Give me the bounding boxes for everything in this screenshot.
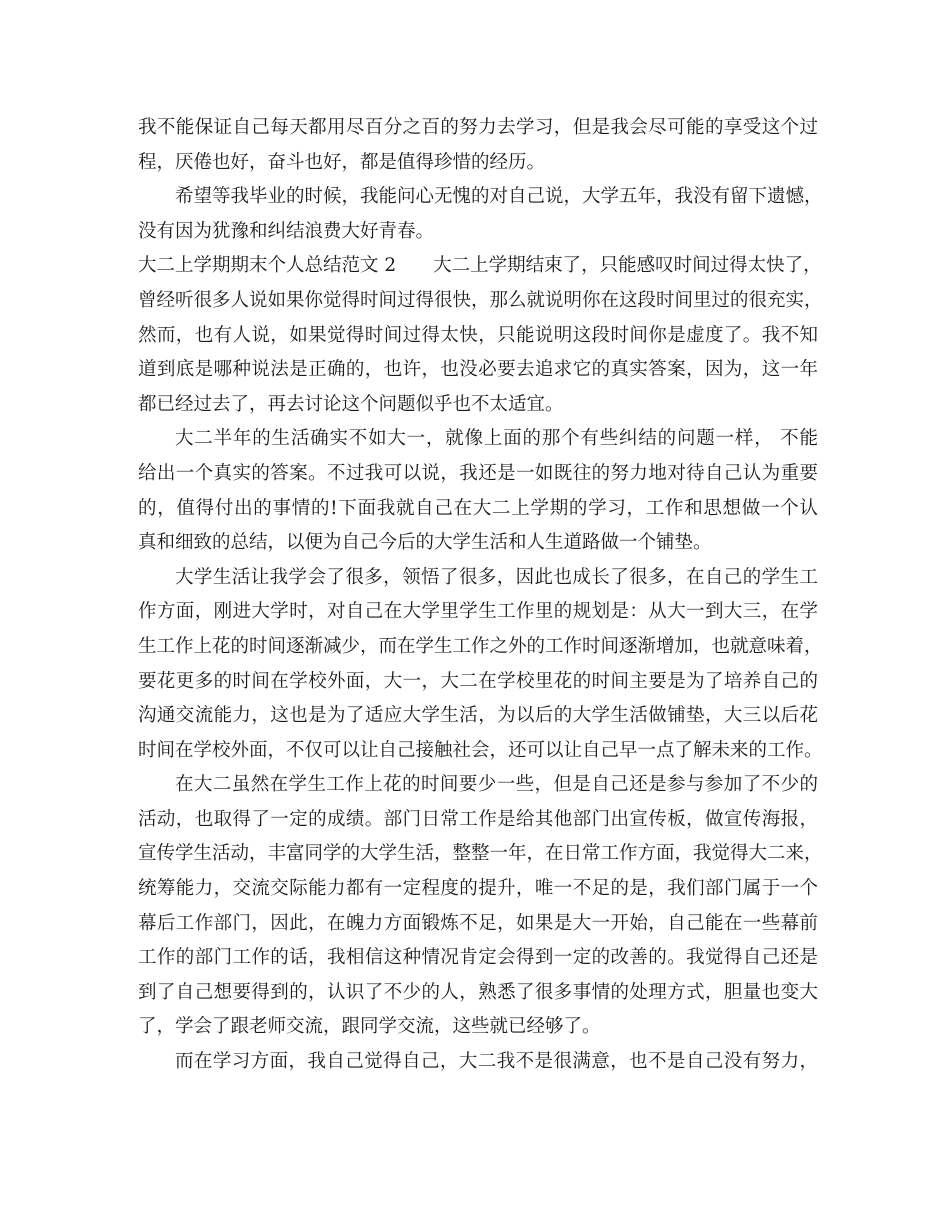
text-line: 真和细致的总结，以便为自己今后的大学生活和人生道路做一个铺垫。 <box>138 532 712 554</box>
text-line: 了，学会了跟老师交流，跟同学交流，这些就已经够了。 <box>138 1016 601 1038</box>
text-line: 的，值得付出的事情的!下面我就自己在大二上学期的学习，工作和思想做一个认 <box>138 497 818 519</box>
text-line: 宣传学生活动，丰富同学的大学生活，整整一年，在日常工作方面，我觉得大二来， <box>138 843 823 865</box>
text-line: 都已经过去了，再去讨论这个问题似乎也不太适宜。 <box>138 393 564 415</box>
text-line: 在大二虽然在学生工作上花的时间要少一些，但是自己还是参与参加了不少的 <box>175 774 818 796</box>
text-line: 没有因为犹豫和纠结浪费大好青春。 <box>138 220 435 242</box>
text-line: 我不能保证自己每天都用尽百分之百的努力去学习，但是我会尽可能的享受这个过 <box>138 117 818 138</box>
text-line: 沟通交流能力，这也是为了适应大学生活，为以后的大学生活做铺垫，大三以后花 <box>138 705 818 727</box>
text-line: 大学生活让我学会了很多，领悟了很多，因此也成长了很多，在自己的学生工 <box>175 566 818 588</box>
document-body <box>138 111 823 1080</box>
text-line: 统筹能力，交流交际能力都有一定程度的提升，唯一不足的是，我们部门属于一个 <box>138 878 818 900</box>
text-line: 活动，也取得了一定的成绩。部门日常工作是给其他部门出宣传板，做宣传海报， <box>138 808 818 830</box>
text-line: 希望等我毕业的时候，我能问心无愧的对自己说，大学五年，我没有留下遗憾， <box>175 186 823 208</box>
text-line: 然而，也有人说，如果觉得时间过得太快，只能说明这段时间你是虚度了。我不知 <box>138 324 818 346</box>
text-line: 工作的部门工作的话，我相信这种情况肯定会得到一定的改善的。我觉得自己还是 <box>138 947 818 969</box>
text-line: 时间在学校外面，不仅可以让自己接触社会，还可以让自己早一点了解未来的工作。 <box>138 739 823 761</box>
text-line: 曾经听很多人说如果你觉得时间过得很快，那么就说明你在这段时间里过的很充实， <box>138 289 823 311</box>
text-line: 道到底是哪种说法是正确的，也许，也没必要去追求它的真实答案，因为，这一年 <box>138 359 818 381</box>
text-line: 而在学习方面，我自己觉得自己，大二我不是很满意，也不是自己没有努力， <box>175 1051 818 1073</box>
text-line: 作方面，刚进大学时，对自己在大学里学生工作里的规划是：从大一到大三，在学 <box>138 601 818 623</box>
text-line: 大二上学期期末个人总结范文 2 大二上学期结束了，只能感叹时间过得太快了， <box>138 255 822 277</box>
text-line: 到了自己想要得到的，认识了不少的人，熟悉了很多事情的处理方式，胆量也变大 <box>138 981 818 1003</box>
text-line: 大二半年的生活确实不如大一，就像上面的那个有些纠结的问题一样， 不能 <box>175 428 818 450</box>
text-line: 生工作上花的时间逐渐减少，而在学生工作之外的工作时间逐渐增加，也就意味着， <box>138 635 823 657</box>
text-line: 给出一个真实的答案。不过我可以说，我还是一如既往的努力地对待自己认为重要 <box>138 462 818 484</box>
text-line: 程，厌倦也好，奋斗也好，都是值得珍惜的经历。 <box>138 151 546 173</box>
text-line: 幕后工作部门，因此，在魄力方面锻炼不足，如果是大一开始，自己能在一些幕前 <box>138 912 818 934</box>
text-line: 要花更多的时间在学校外面，大一，大二在学校里花的时间主要是为了培养自己的 <box>138 670 818 692</box>
